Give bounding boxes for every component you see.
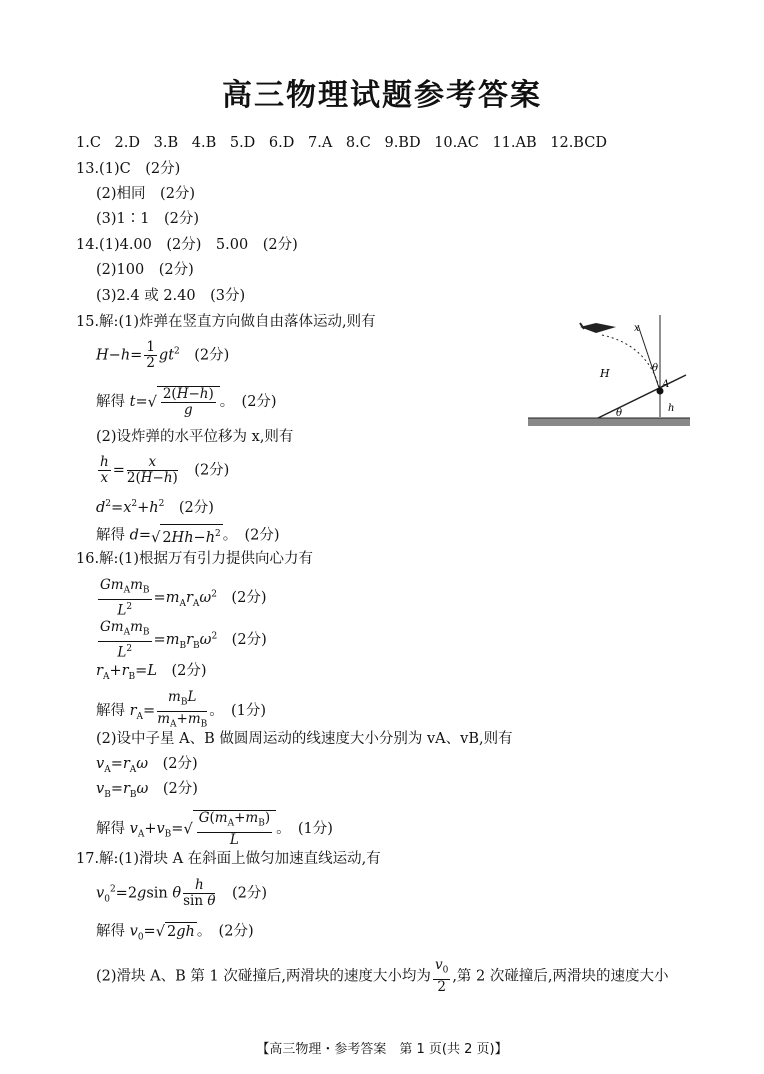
- sight-line: [638, 325, 660, 391]
- plane-tail-icon: [580, 323, 584, 329]
- label-h-small: h: [668, 403, 675, 414]
- mc-answer: 2.D: [114, 135, 141, 151]
- label-theta-base: θ: [616, 408, 623, 419]
- q16-equation: $v_B=r_B\omega$ (2分): [96, 781, 198, 800]
- q16-equation: $r_A+r_B=L$ (2分): [96, 663, 207, 682]
- mc-answer: 4.B: [191, 135, 217, 151]
- q14-line: (3)2.4 或 2.40 (3分): [96, 288, 246, 304]
- q17-intro: 17.解:(1)滑块 A 在斜面上做匀加速直线运动,有: [76, 851, 381, 867]
- q16-result-ra: 解得 $r_A=$ $\frac{m_BL}{m_A+m_B}$ 。 (1分): [96, 689, 267, 730]
- q15-equation: $\frac{h}{x}$ = $\frac{x}{2(H-h)}$ (2分): [100, 454, 230, 486]
- q15-result-t: 解得 t=√ $\frac{2(H-h)}{g}$ 。 (2分): [96, 386, 277, 418]
- ground-hatch: [528, 418, 690, 426]
- q16-result-v: 解得 $v_A+v_B=√$ $\frac{G(m_A+m_B)}{L}$ 。 (1分): [96, 810, 333, 848]
- label-h-big: H: [600, 367, 610, 380]
- q16-part2: (2)设中子星 A、B 做圆周运动的线速度大小分别为 vA、vB,则有: [96, 731, 513, 747]
- page-title: 高三物理试题参考答案: [222, 78, 542, 113]
- q16-equation: $\frac{Gm_Am_B}{L^2}$ $=m_Br_B\omega^2$ (2分): [100, 619, 267, 661]
- mc-answer: 8.C: [345, 135, 371, 151]
- plane-icon: [580, 323, 616, 333]
- q17-part2: (2)滑块 A、B 第 1 次碰撞后,两滑块的速度大小均为 $\frac{v_0}{2}$ ,第 2 次碰撞后,两滑块的速度大小: [96, 957, 669, 995]
- q15-equation: $d^2=x^2+h^2$ (2分): [96, 499, 214, 516]
- label-theta: θ: [652, 363, 659, 374]
- q15-equation: H−h= $\frac{1}{2}$ $gt^2$ (2分): [96, 339, 230, 371]
- page-footer: 【高三物理・参考答案 第 1 页(共 2 页)】: [256, 1042, 508, 1057]
- q15-part2: (2)设炸弹的水平位移为 x,则有: [96, 429, 294, 445]
- label-a: A: [662, 379, 670, 390]
- mc-answer: 10.AC: [434, 135, 479, 151]
- q14-line: 14.(1)4.00 (2分) 5.00 (2分): [76, 237, 298, 253]
- q16-intro: 16.解:(1)根据万有引力提供向心力有: [76, 551, 313, 567]
- mc-answer: 1.C: [76, 135, 101, 151]
- mc-answer: 3.B: [153, 135, 179, 151]
- mc-answer: 11.AB: [492, 135, 537, 151]
- mc-answer: 7.A: [308, 135, 333, 151]
- mc-answer-row: [76, 134, 616, 152]
- bomb-slope-diagram: [528, 315, 698, 435]
- label-x: x: [634, 323, 640, 334]
- q16-equation: $\frac{Gm_Am_B}{L^2}$ $=m_Ar_A\omega^2$ (2分): [100, 577, 267, 619]
- q13-line: (2)相同 (2分): [96, 186, 196, 202]
- q13-line: (3)1∶1 (2分): [96, 211, 200, 227]
- q15-result-d: 解得 d=√ $2Hh-h^2$ 。 (2分): [96, 524, 280, 547]
- q14-line: (2)100 (2分): [96, 262, 194, 278]
- mc-answer: 9.BD: [384, 135, 421, 151]
- q17-result-v0: 解得 $v_0=√$ 2gh 。 (2分): [96, 923, 254, 943]
- q15-intro: 15.解:(1)炸弹在竖直方向做自由落体运动,则有: [76, 314, 376, 330]
- q16-equation: $v_A=r_A\omega$ (2分): [96, 756, 198, 775]
- mc-answer: 5.D: [229, 135, 256, 151]
- mc-answer: 12.BCD: [550, 135, 607, 151]
- q17-equation: $v_0^2=2gsin$ θ $\frac{h}{\text{sin θ}}$ (2分): [96, 877, 268, 909]
- q13-line: 13.(1)C (2分): [76, 161, 181, 177]
- mc-answer: 6.D: [268, 135, 295, 151]
